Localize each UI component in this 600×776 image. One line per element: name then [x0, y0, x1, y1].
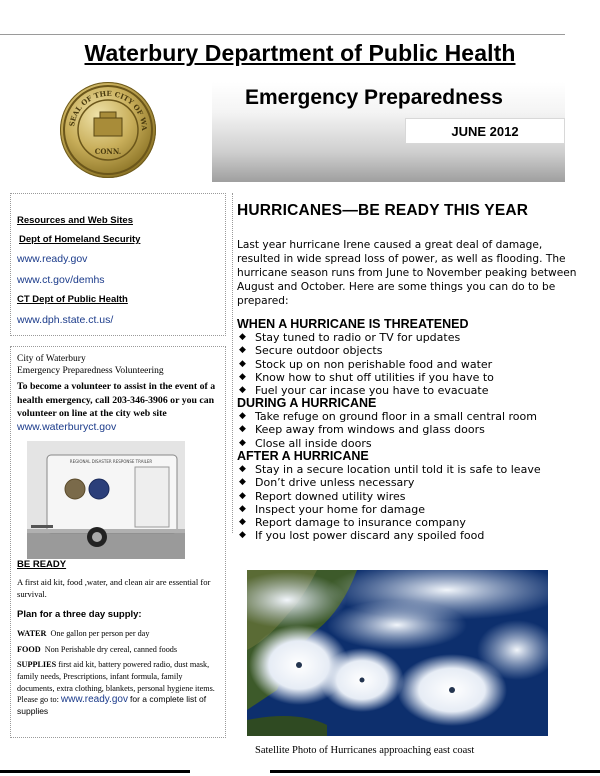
- list-item: ◆ Report downed utility wires: [239, 489, 406, 503]
- list-item: ◆ Report damage to insurance company: [239, 516, 466, 530]
- photo-caption: Satellite Photo of Hurricanes approaching east coast: [255, 745, 475, 756]
- list-item: ◆ Close all inside doors: [239, 436, 372, 450]
- article-intro: Last year hurricane Irene caused a great deal of damage, resulted in wide spread loss of power, as well as flooding. The hurricane season runs from June to November peaking between August and October. Here are some things you can do to be prepared:: [237, 239, 577, 307]
- plan-heading: Plan for a three day supply:: [17, 609, 142, 620]
- issue-date: JUNE 2012: [405, 118, 565, 144]
- bullet-icon: ◆: [239, 503, 246, 514]
- bullet-icon: ◆: [239, 464, 246, 474]
- volunteer-line1: City of Waterbury: [17, 354, 86, 364]
- section-after-heading: AFTER A HURRICANE: [237, 449, 369, 463]
- water-text: One gallon per person per day: [50, 629, 150, 638]
- resources-heading: Resources and Web Sites: [17, 215, 133, 226]
- link-waterburyct[interactable]: www.waterburyct.gov: [17, 420, 117, 433]
- resources-box: [10, 193, 226, 336]
- volunteer-text: To become a volunteer to assist in the event of a health emergency, call 203-346-3906 or you can volunteer on line at the city web site: [17, 381, 216, 419]
- bullet-icon: ◆: [239, 424, 246, 435]
- bullet-icon: ◆: [239, 332, 246, 342]
- org-title: Waterbury Department of Public Health: [84, 40, 516, 66]
- link-dph[interactable]: www.dph.state.ct.us/: [17, 314, 114, 326]
- list-item: ◆ Take refuge on ground floor in a small central room: [239, 410, 537, 423]
- satellite-photo: [247, 570, 548, 736]
- link-ready-gov-2[interactable]: www.ready.gov: [60, 694, 128, 706]
- trailer-photo: [27, 441, 185, 559]
- bottom-rule-left: [0, 770, 190, 773]
- supplies-label: SUPPLIES: [17, 660, 57, 669]
- list-item: ◆ Inspect your home for damage: [239, 502, 426, 516]
- be-ready-heading: BE READY: [17, 559, 67, 570]
- section-threatened-list: [237, 331, 494, 397]
- bullet-icon: ◆: [239, 345, 246, 356]
- list-item: ◆ If you lost power discard any spoiled food: [239, 529, 485, 543]
- bullet-icon: ◆: [239, 490, 246, 501]
- seal-text-bottom: CONN.: [94, 147, 122, 156]
- volunteer-body: [17, 380, 221, 434]
- food-text: Non Perishable dry cereal, canned foods: [44, 645, 178, 654]
- link-ready-gov[interactable]: www.ready.gov: [17, 253, 88, 265]
- top-rule: [0, 34, 565, 35]
- ct-dph-heading: CT Dept of Public Health: [17, 294, 128, 305]
- column-divider: [232, 193, 234, 533]
- bullet-icon: ◆: [239, 411, 246, 421]
- article-title: HURRICANES—BE READY THIS YEAR: [237, 202, 529, 219]
- satellite-illustration: [247, 570, 548, 736]
- list-item: ◆ Secure outdoor objects: [239, 344, 383, 358]
- bullet-icon: ◆: [239, 477, 246, 488]
- section-during-heading: DURING A HURRICANE: [237, 396, 377, 410]
- food-line: [17, 644, 221, 656]
- bullet-icon: ◆: [239, 358, 246, 369]
- banner-title: Emergency Preparedness: [245, 86, 503, 109]
- list-item: ◆ Fuel your car incase you have to evacuate: [239, 384, 489, 398]
- bottom-rule-right: [270, 770, 600, 773]
- section-threatened-heading: WHEN A HURRICANE IS THREATENED: [237, 317, 469, 331]
- list-item: ◆ Keep away from windows and glass doors: [239, 423, 485, 437]
- seal-emblem: [60, 82, 156, 178]
- seal-text-top: SEAL OF THE CITY OF WA: [67, 88, 150, 131]
- list-item: ◆ Stock up on non perishable food and water: [239, 357, 493, 371]
- trailer-illustration: [27, 441, 185, 559]
- bullet-icon: ◆: [239, 371, 246, 382]
- list-item: ◆ Know how to shut off utilities if you have to: [239, 370, 494, 384]
- supplies-tail: for a complete list of supplies: [17, 694, 207, 717]
- food-label: FOOD: [17, 645, 41, 654]
- water-label: WATER: [17, 629, 47, 638]
- water-line: [17, 628, 221, 640]
- section-during-list: [237, 410, 537, 450]
- list-item: ◆ Stay tuned to radio or TV for updates: [239, 331, 461, 344]
- list-item: ◆ Stay in a secure location until told it is safe to leave: [239, 463, 541, 476]
- list-item: ◆ Don’t drive unless necessary: [239, 476, 415, 490]
- bullet-icon: ◆: [239, 517, 246, 528]
- city-seal-image: [60, 82, 156, 178]
- bullet-icon: ◆: [239, 437, 246, 448]
- volunteer-line2: Emergency Preparedness Volunteering: [17, 366, 164, 376]
- dhs-heading: Dept of Homeland Security: [19, 234, 141, 245]
- supplies-line: [17, 659, 221, 718]
- trailer-sign: REGIONAL DISASTER RESPONSE TRAILER: [69, 459, 153, 464]
- supplies-text: first aid kit, battery powered radio, dust mask, family needs, Prescriptions, infant formula, family documents, extra clothing, blankets, personal hygiene items. Please go to:: [17, 660, 215, 705]
- section-after-list: [237, 463, 541, 543]
- bullet-icon: ◆: [239, 530, 246, 541]
- link-ct-demhs[interactable]: www.ct.gov/demhs: [17, 274, 105, 286]
- kit-text: A first aid kit, food ,water, and clean air are essential for survival.: [17, 577, 211, 599]
- bullet-icon: ◆: [239, 385, 246, 396]
